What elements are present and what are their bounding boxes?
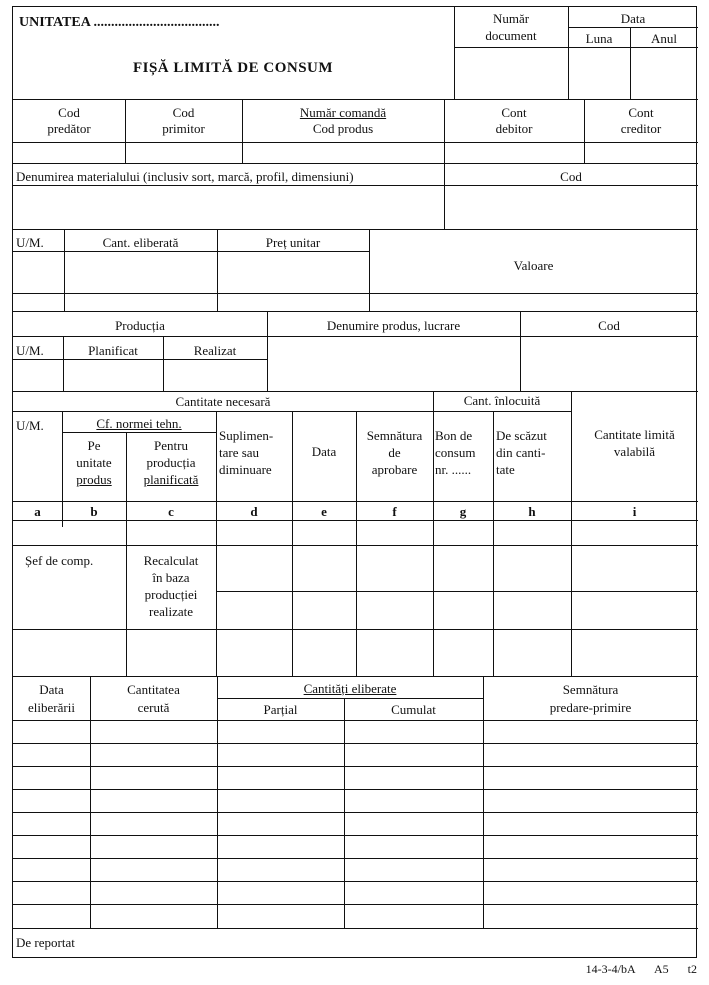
column-letter-b: b [90, 504, 98, 519]
divider [13, 251, 369, 252]
divider [568, 27, 698, 28]
divider [13, 928, 698, 929]
column-letter-e: e [321, 504, 327, 519]
divider [13, 293, 698, 294]
column-letter-h: h [528, 504, 536, 519]
divider [13, 336, 698, 337]
data-eliberarii-label-2: eliberării [28, 700, 75, 715]
um-label: U/M. [16, 235, 44, 250]
limit-consumption-form [12, 6, 697, 958]
recalculat-label-1: Recalculat [143, 553, 199, 568]
data-aprobare-label: Data [311, 444, 337, 459]
pentru-productia-label-3: planificată [143, 472, 199, 487]
divider [13, 163, 698, 164]
divider [216, 591, 698, 592]
divider [217, 698, 483, 699]
cantitate-limita-label-1: Cantitate limită [594, 427, 675, 442]
denumirea-materialului-label: Denumirea materialului (inclusiv sort, marcă, profil, dimensiuni) [16, 169, 354, 184]
de-reportat-label: De reportat [16, 935, 75, 950]
recalculat-label-3: producției [144, 587, 198, 602]
form-format: A5 [653, 962, 669, 976]
recalculat-label-4: realizate [148, 604, 193, 619]
cont-creditor-label: Cont [628, 105, 654, 120]
cod-predator-label-2: predător [47, 121, 91, 136]
divider [13, 545, 698, 546]
data-eliberarii-label: Data [39, 682, 64, 697]
pe-unitate-label-1: Pe [87, 438, 101, 453]
divider [13, 142, 698, 143]
anul-label: Anul [651, 31, 677, 46]
realizat-label: Realizat [193, 343, 237, 358]
pentru-productia-label-2: producția [146, 455, 196, 470]
cont-creditor-label-2: creditor [620, 121, 662, 136]
form-code: 14-3-4/bA [585, 962, 635, 976]
luna-label: Luna [585, 31, 613, 46]
numar-document-label-2: document [485, 28, 537, 43]
necesar-um-label: U/M. [16, 418, 44, 433]
denumire-produs-label: Denumire produs, lucrare [326, 318, 461, 333]
cod-produs-label: Cod produs [312, 121, 374, 136]
divider [13, 766, 698, 767]
semnatura-aprobare-label-3: aprobare [371, 462, 418, 477]
de-scazut-label-3: tate [496, 462, 515, 477]
divider [216, 411, 217, 676]
column-letter-g: g [459, 504, 467, 519]
cantitate-limita-label-2: valabilă [613, 444, 656, 459]
cantitati-eliberate-label: Cantități eliberate [303, 681, 397, 696]
divider [454, 47, 698, 48]
bon-consum-label-2: consum [435, 445, 476, 460]
divider [13, 835, 698, 836]
bon-consum-label-3: nr. ...... [435, 462, 472, 477]
divider [13, 629, 698, 630]
column-letter-a: a [34, 504, 41, 519]
cod-primitor-label: Cod [172, 105, 195, 120]
cant-inlocuita-label: Cant. înlocuită [463, 393, 541, 408]
divider [493, 411, 494, 676]
divider [13, 391, 698, 392]
semnatura-predare-label-2: predare-primire [549, 700, 632, 715]
divider [13, 858, 698, 859]
cant-eliberata-label: Cant. eliberată [102, 235, 179, 250]
productia-label: Producția [115, 318, 165, 333]
de-scazut-label-1: De scăzut [496, 428, 547, 443]
suplimentare-label-2: tare sau [219, 445, 260, 460]
column-letter-i: i [632, 504, 637, 519]
valoare-label: Valoare [513, 258, 554, 273]
cont-debitor-label: Cont [501, 105, 527, 120]
divider [13, 904, 698, 905]
numar-comanda-label: Număr comandă [299, 105, 387, 120]
divider [13, 789, 698, 790]
divider [13, 520, 698, 521]
recalculat-label-2: în baza [152, 570, 190, 585]
semnatura-predare-label: Semnătura [562, 682, 619, 697]
divider [13, 720, 698, 721]
divider [13, 812, 698, 813]
divider [62, 432, 216, 433]
partial-label: Parțial [263, 702, 298, 717]
cantitatea-ceruta-label-2: cerută [137, 700, 170, 715]
divider [13, 676, 698, 677]
divider [13, 99, 698, 100]
de-scazut-label-2: din canti- [496, 445, 546, 460]
cod-primitor-label-2: primitor [162, 121, 205, 136]
column-letter-c: c [168, 504, 174, 519]
cumulat-label: Cumulat [391, 702, 436, 717]
pe-unitate-label-2: unitate [76, 455, 112, 470]
productie-cod-label: Cod [598, 318, 620, 333]
data-label: Data [620, 11, 646, 26]
suplimentare-label-1: Suplimen- [219, 428, 274, 443]
semnatura-aprobare-label-1: Semnătura [366, 428, 423, 443]
divider [13, 881, 698, 882]
divider [13, 501, 698, 502]
divider [13, 743, 698, 744]
semnatura-aprobare-label-2: de [388, 445, 401, 460]
column-letter-f: f [392, 504, 397, 519]
cf-normei-label: Cf. normei tehn. [96, 416, 182, 431]
divider [13, 185, 698, 186]
cont-debitor-label-2: debitor [495, 121, 533, 136]
planificat-label: Planificat [88, 343, 138, 358]
divider [13, 359, 267, 360]
form-footer [570, 962, 697, 977]
pe-unitate-label-3: produs [76, 472, 112, 487]
divider [13, 311, 698, 312]
column-letter-d: d [250, 504, 258, 519]
productie-um-label: U/M. [16, 343, 44, 358]
form-title: FIȘĂ LIMITĂ DE CONSUM [132, 60, 334, 76]
sef-comp-label: Șef de comp. [25, 553, 94, 568]
suplimentare-label-3: diminuare [219, 462, 272, 477]
cod-predator-label: Cod [58, 105, 80, 120]
pret-unitar-label: Preț unitar [265, 235, 321, 250]
bon-consum-label-1: Bon de [435, 428, 473, 443]
divider [13, 229, 698, 230]
pentru-productia-label-1: Pentru [154, 438, 188, 453]
cantitatea-ceruta-label: Cantitatea [127, 682, 180, 697]
numar-document-label: Număr [492, 11, 530, 26]
unitatea-field: UNITATEA .................................... [19, 15, 220, 30]
material-cod-label: Cod [560, 169, 582, 184]
form-page: t2 [687, 962, 697, 976]
cantitate-necesara-label: Cantitate necesară [175, 394, 271, 409]
